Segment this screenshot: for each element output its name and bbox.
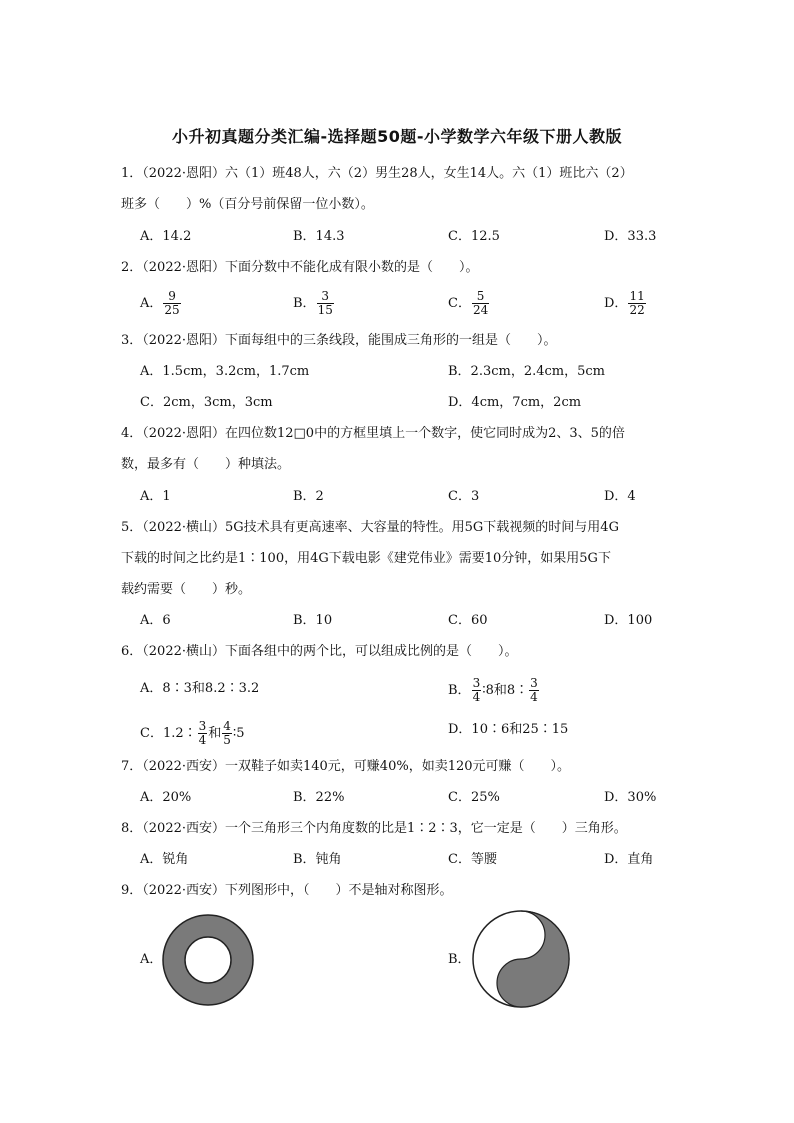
q5-stem-line2: 下载的时间之比约是1∶100，用4G下载电影《建党伟业》需要10分钟，如果用5G下 [121,551,611,566]
q2-option-d [604,290,647,317]
q2-option-d-fraction [628,290,645,317]
q9-option-a-label: A． [140,952,163,967]
q4-option-b: B．2 [293,489,324,504]
q5-stem-line3: 载约需要（ ）秒。 [121,582,252,597]
q8-stem: 8．（2022·西安）一个三角形三个内角度数的比是1∶2∶3，它一定是（ ）三角形。 [121,821,627,836]
q8-option-a: A．锐角 [140,852,189,867]
q7-option-a: A．20% [140,790,192,805]
q1-option-a: A．14.2 [140,229,192,244]
fraction-numerator: 11 [629,289,645,303]
q1-stem-line2: 班多（ ）%（百分号前保留一位小数）。 [121,197,374,212]
fraction-numerator: 3 [472,676,481,690]
q2-option-d-label: D． [604,296,628,311]
fraction-denominator: 4 [472,690,481,704]
q7-option-d: D．30% [604,790,657,805]
q1-option-b: B．14.3 [293,229,345,244]
taiji-figure [470,908,572,1010]
fraction-numerator: 4 [223,719,231,733]
q3-option-b: B．2.3cm，2.4cm，5cm [448,364,605,379]
q2-option-c-fraction [472,290,489,317]
q6-option-b-fraction-2 [529,677,539,704]
q4-option-a: A．1 [140,489,171,504]
q6-option-d: D．10∶6和25∶15 [448,722,569,737]
q6-option-c [140,720,245,747]
q2-option-c [448,290,490,317]
q8-option-b: B．钝角 [293,852,342,867]
fraction-denominator: 22 [629,303,645,317]
document-title: 小升初真题分类汇编-选择题50题-小学数学六年级下册人教版 [171,127,623,146]
q6-option-b [448,677,540,704]
q3-stem: 3．（2022·恩阳）下面每组中的三条线段，能围成三角形的一组是（ ）。 [121,333,557,348]
q5-option-b: B．10 [293,613,333,628]
q6-option-a: A．8∶3和8.2∶3.2 [140,681,260,696]
q8-option-c: C．等腰 [448,852,497,867]
q2-stem: 2．（2022·恩阳）下面分数中不能化成有限小数的是（ ）。 [121,260,479,275]
q4-stem-line2: 数，最多有（ ）种填法。 [121,457,291,472]
q6-option-b-middle: ∶8和8∶ [482,683,529,698]
q3-option-c: C．2cm，3cm，3cm [140,395,273,410]
q6-option-c-middle: 和 [208,726,222,741]
q7-stem: 7．（2022·西安）一双鞋子如卖140元，可赚40%，如卖120元可赚（ ）。 [121,759,571,774]
fraction-numerator: 3 [317,290,334,304]
q4-stem-line1: 4．（2022·恩阳）在四位数12□0中的方框里填上一个数字，使它同时成为2、3、5的倍 [121,426,625,441]
q1-option-c: C．12.5 [448,229,500,244]
q8-option-d: D．直角 [604,852,654,867]
fraction-numerator: 3 [198,719,207,733]
q5-stem-line1: 5．（2022·横山）5G技术具有更高速率、大容量的特性。用5G下载视频的时间与用4G [121,520,619,535]
fraction-numerator: 5 [472,290,489,304]
q6-stem: 6．（2022·横山）下面各组中的两个比，可以组成比例的是（ ）。 [121,644,518,659]
q6-option-c-fraction-2 [222,720,232,747]
ring-figure [160,912,256,1008]
fraction-denominator: 4 [198,733,207,747]
q4-option-c: C．3 [448,489,480,504]
q9-stem: 9．（2022·西安）下列图形中，（ ）不是轴对称图形。 [121,883,453,898]
q7-option-b: B．22% [293,790,345,805]
q4-option-d: D．4 [604,489,636,504]
q2-option-c-label: C． [448,296,471,311]
q2-option-a-label: A． [140,296,163,311]
fraction-denominator: 25 [164,303,180,317]
q3-option-d: D．4cm，7cm，2cm [448,395,582,410]
fraction-numerator: 9 [163,290,180,304]
q3-option-a: A．1.5cm，3.2cm，1.7cm [140,364,310,379]
fraction-denominator: 4 [530,690,538,704]
q1-stem-line1: 1．（2022·恩阳）六（1）班48人，六（2）男生28人，女生14人。六（1）班比六（2） [121,166,633,181]
q6-option-b-label: B． [448,683,471,698]
fraction-denominator: 15 [317,303,333,317]
fraction-numerator: 3 [530,676,538,690]
q2-option-a-fraction [163,290,180,317]
q1-option-d: D．33.3 [604,229,657,244]
fraction-denominator: 5 [223,733,231,747]
fraction-denominator: 24 [472,303,489,317]
q2-option-b [293,290,335,317]
q6-option-b-fraction-1 [472,677,482,704]
q5-option-d: D．100 [604,613,653,628]
ring-inner-circle [185,937,231,983]
q6-option-c-label: C．1.2∶ [140,726,197,741]
q9-option-b-label: B． [448,952,471,967]
q6-option-c-fraction-1 [198,720,208,747]
q5-option-a: A．6 [140,613,171,628]
q2-option-a [140,290,182,317]
q5-option-c: C．60 [448,613,488,628]
q2-option-b-label: B． [293,296,316,311]
q2-option-b-fraction [317,290,334,317]
q6-option-c-tail: ∶5 [232,726,245,741]
q7-option-c: C．25% [448,790,500,805]
